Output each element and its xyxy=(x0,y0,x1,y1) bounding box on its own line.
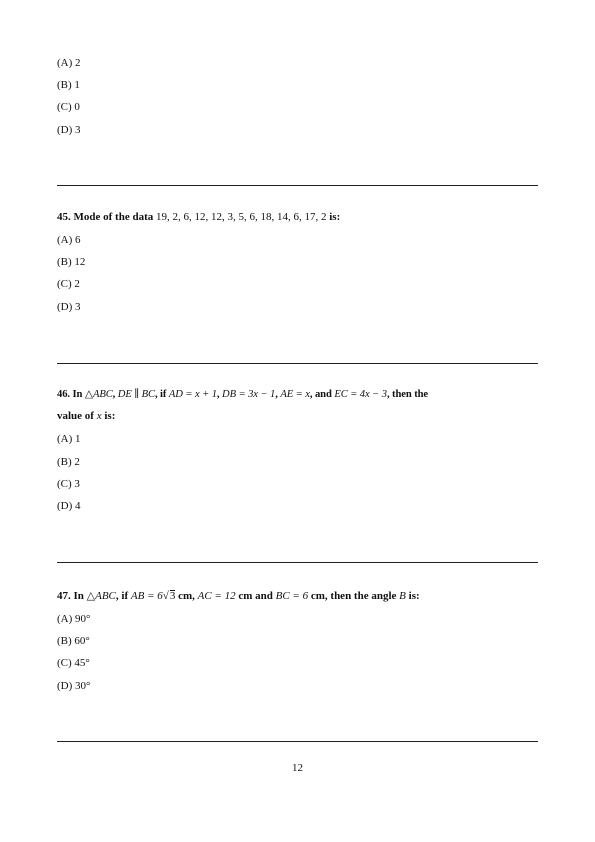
math-expression: AD = x + 1 xyxy=(168,389,217,400)
prev-option-c: (C) 0 xyxy=(57,101,80,113)
q46-option-b: (B) 2 xyxy=(57,456,80,468)
math-expression: x xyxy=(96,410,102,422)
sqrt-symbol: √ xyxy=(162,590,169,602)
question-text: , xyxy=(216,389,220,400)
q47-option-a: (A) 90° xyxy=(57,613,91,625)
prev-option-a: (A) 2 xyxy=(57,57,81,69)
question-text: cm, xyxy=(178,590,195,602)
q46-option-c: (C) 3 xyxy=(57,478,80,490)
question-text: is: xyxy=(329,211,341,223)
question-number: 46. xyxy=(57,389,70,400)
data-values: 19, 2, 6, 12, 12, 3, 5, 6, 18, 14, 6, 17, 2 xyxy=(156,211,327,223)
q45-option-d: (D) 3 xyxy=(57,301,81,313)
q45-option-a: (A) 6 xyxy=(57,234,81,246)
math-expression: DB = 3x − 1 xyxy=(222,389,276,400)
question-text: , if xyxy=(154,389,167,400)
q47-option-d: (D) 30° xyxy=(57,680,91,692)
prev-option-d: (D) 3 xyxy=(57,124,81,136)
math-expression: EC = 4x − 3 xyxy=(334,389,387,400)
math-expression: B xyxy=(399,590,406,602)
page-number: 12 xyxy=(292,762,303,774)
question-number: 47. xyxy=(57,590,71,602)
question-text: , xyxy=(112,389,116,400)
math-expression: △ABC xyxy=(86,590,116,602)
math-expression: AE = x xyxy=(280,389,310,400)
q47-option-c: (C) 45° xyxy=(57,657,90,669)
question-text: is: xyxy=(104,410,116,422)
math-expression: △ABC xyxy=(84,389,113,400)
question-text: value of xyxy=(57,410,94,422)
question-text: , if xyxy=(115,590,129,602)
q45-option-b: (B) 12 xyxy=(57,256,86,268)
question-45 xyxy=(57,211,539,224)
math-expression: DE ∥ BC xyxy=(117,389,155,400)
question-text: In xyxy=(73,590,84,602)
divider xyxy=(57,363,538,364)
divider xyxy=(57,185,538,186)
question-46-line-1 xyxy=(57,388,539,401)
math-expression: BC = 6 xyxy=(275,590,309,602)
question-text: , then the xyxy=(386,389,429,400)
q47-option-b: (B) 60° xyxy=(57,635,90,647)
question-text: cm and xyxy=(238,590,273,602)
question-47 xyxy=(57,590,539,603)
q46-option-a: (A) 1 xyxy=(57,433,81,445)
math-expression: AC = 12 xyxy=(197,590,236,602)
question-text: is: xyxy=(408,590,420,602)
question-text: Mode of the data xyxy=(73,211,154,223)
q46-option-d: (D) 4 xyxy=(57,500,81,512)
question-46-line-2 xyxy=(57,410,539,423)
question-number: 45. xyxy=(57,211,71,223)
question-text: , and xyxy=(309,389,332,400)
divider xyxy=(57,562,538,563)
question-text: In xyxy=(72,389,83,400)
divider xyxy=(57,741,538,742)
sqrt-radicand: 3 xyxy=(169,590,176,602)
question-text: , xyxy=(275,389,278,400)
prev-option-b: (B) 1 xyxy=(57,79,80,91)
math-expression: AB = 6 xyxy=(130,590,163,602)
q45-option-c: (C) 2 xyxy=(57,278,80,290)
question-text: cm, then the angle xyxy=(310,590,397,602)
